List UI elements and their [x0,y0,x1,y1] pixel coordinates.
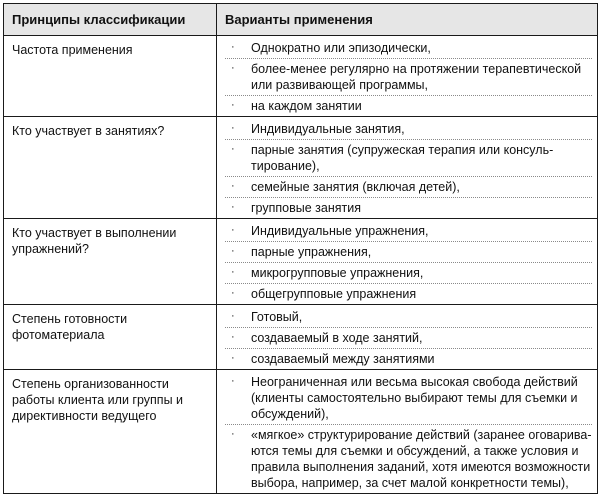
variant-text: парные занятия (супружеская терапия или консуль-тирование), [251,143,554,173]
list-item [225,96,592,116]
variant-text: создаваемый в ходе занятий, [251,331,423,345]
bullet-icon: · [231,428,235,440]
variants-cell [217,36,598,117]
list-item [225,59,592,96]
variant-text: парные упражнения, [251,245,372,259]
variants-list [225,372,592,493]
variants-cell [217,370,598,494]
list-item [225,328,592,349]
list-item [225,198,592,218]
bullet-icon: · [231,180,235,192]
header-variants: Варианты применения [217,4,598,36]
bullet-icon: · [231,122,235,134]
bullet-icon: · [231,201,235,213]
list-item [225,177,592,198]
variants-list [225,119,592,218]
bullet-icon: · [231,287,235,299]
principle-cell: Степень готовности фотоматериала [4,305,217,370]
variant-text: семейные занятия (включая детей), [251,180,460,194]
table-row [4,36,598,117]
variants-cell [217,305,598,370]
variants-cell [217,117,598,219]
bullet-icon: · [231,62,235,74]
variant-text: Готовый, [251,310,303,324]
classification-table [3,3,598,494]
variant-text: на каждом занятии [251,99,362,113]
variant-text: Однократно или эпизодически, [251,41,431,55]
list-item [225,221,592,242]
principle-cell: Частота применения [4,36,217,117]
variant-text: Индивидуальные упражнения, [251,224,429,238]
list-item [225,263,592,284]
list-item [225,349,592,369]
bullet-icon: · [231,245,235,257]
variant-text: общегрупповые упражнения [251,287,417,301]
list-item [225,119,592,140]
header-principles: Принципы классификации [4,4,217,36]
list-item [225,307,592,328]
bullet-icon: · [231,266,235,278]
table-row [4,305,598,370]
bullet-icon: · [231,352,235,364]
list-item [225,140,592,177]
principle-cell: Степень организованности работы клиента или группы и директивности ведущего [4,370,217,494]
variants-cell [217,219,598,305]
variants-list [225,221,592,304]
bullet-icon: · [231,99,235,111]
bullet-icon: · [231,375,235,387]
list-item [225,425,592,493]
variant-text: Неограниченная или весьма высокая свобода действий (клиенты самостоятельно выбирают темы для съемки и обсуждений), [251,375,578,421]
header-row [4,4,598,36]
variant-text: «мягкое» структурирование действий (заранее оговарива-ются темы для съемки и обсуждений, а также условия и правила выполнения заданий, хотя имеются возможности выбора, например, за счет малой конкретности темы), [251,428,592,490]
bullet-icon: · [231,331,235,343]
variant-text: микрогрупповые упражнения, [251,266,424,280]
variant-text: более-менее регулярно на протяжении терапевтической или развивающей программы, [251,62,582,92]
list-item [225,372,592,425]
bullet-icon: · [231,224,235,236]
bullet-icon: · [231,310,235,322]
variant-text: создаваемый между занятиями [251,352,435,366]
variant-text: Индивидуальные занятия, [251,122,405,136]
table-row [4,370,598,494]
variants-list [225,307,592,369]
table-row [4,117,598,219]
list-item [225,242,592,263]
principle-cell: Кто участвует в выполнении упражнений? [4,219,217,305]
principle-cell: Кто участвует в занятиях? [4,117,217,219]
bullet-icon: · [231,41,235,53]
variants-list [225,38,592,116]
table-row [4,219,598,305]
variant-text: групповые занятия [251,201,361,215]
list-item [225,284,592,304]
bullet-icon: · [231,143,235,155]
list-item [225,38,592,59]
